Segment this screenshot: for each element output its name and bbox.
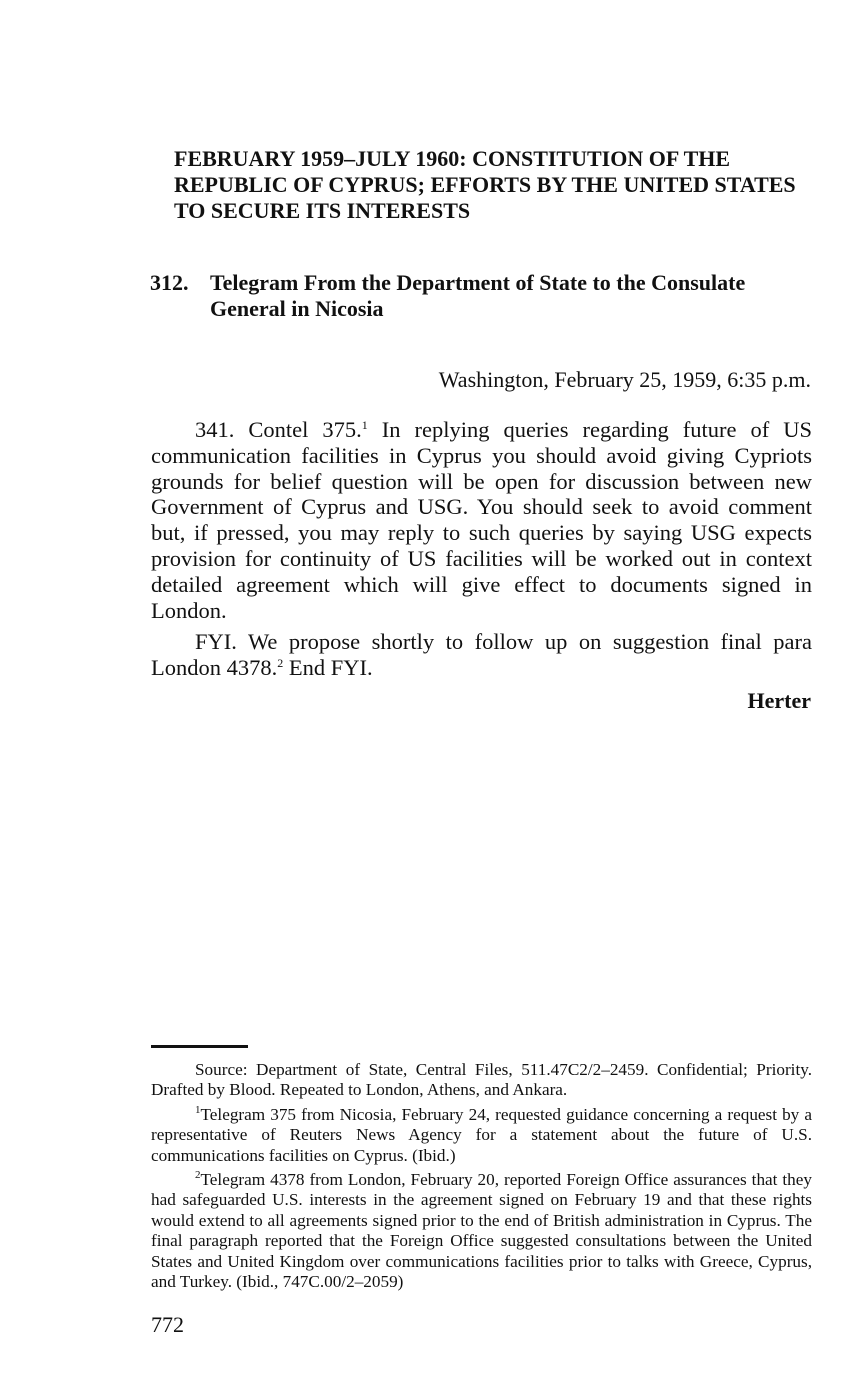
telegram-body xyxy=(151,417,812,681)
footnote-1 xyxy=(151,1105,812,1166)
footnote-text: Telegram 375 from Nicosia, February 24, requested guidance concerning a request by a representative of Reuters News Agency for a statement about the future of U.S. communications facilities on Cyprus. (Ibid.) xyxy=(151,1104,812,1165)
document-heading xyxy=(150,270,814,322)
body-paragraph xyxy=(151,417,812,623)
dateline: Washington, February 25, 1959, 6:35 p.m. xyxy=(438,367,811,392)
footnote-text: Telegram 4378 from London, February 20, reported Foreign Office assurances that they had safeguarded U.S. interests in the agreement signed on February 19 and that these rights would extend to all agreements signed prior to the end of British administration in Cyprus. The final paragraph reported that the Foreign Office suggested consultations between the United States and United Kingdom over communications facilities prior to talks with Greece, Cyprus, and Turkey. (Ibid., 747C.00/2–2059) xyxy=(151,1170,812,1292)
paragraph-text: FYI. We propose shortly to follow up on suggestion final para London 4378. xyxy=(151,629,812,681)
document-number: 312. xyxy=(150,270,189,295)
page-number: 772 xyxy=(151,1312,184,1337)
chapter-title: FEBRUARY 1959–JULY 1960: CONSTITUTION OF THE REPUBLIC OF CYPRUS; EFFORTS BY THE UNITED STATES TO SECURE ITS INTERESTS xyxy=(174,146,796,223)
source-note: Source: Department of State, Central Files, 511.47C2/2–2459. Confidential; Priority. Drafted by Blood. Repeated to London, Athens, and Ankara. xyxy=(151,1060,812,1100)
footnote-reference: 2 xyxy=(277,656,284,671)
paragraph-text: In replying queries regarding future of US communication facilities in Cyprus you should avoid giving Cypriots grounds for belief question will be open for discussion between new Government of Cyprus and USG. You should seek to avoid comment but, if pressed, you may reply to such queries by saying USG expects provision for continuity of US facilities will be worked out in context detailed agreement which will give effect to documents signed in London. xyxy=(151,417,813,623)
document-title: Telegram From the Department of State to the Consulate General in Nicosia xyxy=(210,270,746,321)
footnotes xyxy=(151,1060,812,1292)
paragraph-text: 341. Contel 375. xyxy=(195,417,362,442)
footnote-marker: 1 xyxy=(195,1103,201,1116)
signature: Herter xyxy=(747,688,811,713)
footnote-2 xyxy=(151,1170,812,1292)
footnote-reference: 1 xyxy=(361,418,368,432)
paragraph-text: End FYI. xyxy=(283,655,373,681)
footnote-divider xyxy=(151,1045,248,1048)
footnote-marker: 2 xyxy=(195,1169,201,1182)
body-paragraph xyxy=(151,629,812,681)
